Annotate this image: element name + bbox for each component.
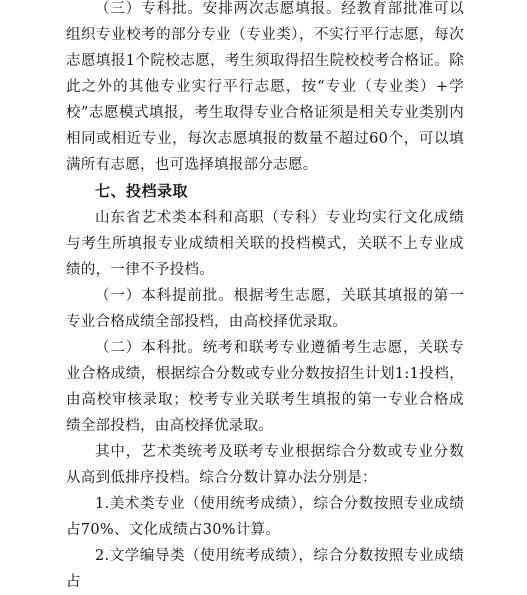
paragraph-admission-intro: 山东省艺术类本科和高职（专科）专业均实行文化成绩与考生所填报专业成绩相关联的投档模式，关联不上专业成绩的，一律不予投档。 [66, 210, 464, 278]
paragraph-zhuanke-batch: （三）专科批。安排两次志愿填报。经教育部批准可以组织专业校考的部分专业（专业类），不实行平行志愿，每次志愿填报1个院校志愿，考生须取得招生院校校考合格证。除此之外的其他专业实行平行志愿，按“专业（专业类）+学校”志愿模式填报，考生取得专业合格证须是相关专业类别内相同或相近专业，每次志愿填报的数量不超过60个，可以填满所有志愿，也可选择填报部分志愿。 [66, 1, 464, 173]
paragraph-undergraduate-batch: （二）本科批。统考和联考专业遵循考生志愿，关联专业合格成绩，根据综合分数或专业分数按招生计划1:1投档，由高校审核录取；校考专业关联考生填报的第一专业合格成绩全部投档，由高校择优录取。 [66, 340, 464, 434]
section-heading-admission: 七、投档录取 [95, 182, 189, 200]
paragraph-early-batch: （一）本科提前批。根据考生志愿，关联其填报的第一专业合格成绩全部投档，由高校择优录取。 [66, 288, 464, 330]
list-item-literature-directing: 2.文学编导类（使用统考成绩），综合分数按照专业成绩占 [66, 548, 464, 590]
paragraph-ranking-note: 其中，艺术类统考及联考专业根据综合分数或专业分数从高到低排序投档。综合分数计算办法分别是： [66, 444, 464, 486]
list-item-fine-arts: 1.美术类专业（使用统考成绩），综合分数按照专业成绩占70%、文化成绩占30%计算。 [66, 496, 464, 538]
